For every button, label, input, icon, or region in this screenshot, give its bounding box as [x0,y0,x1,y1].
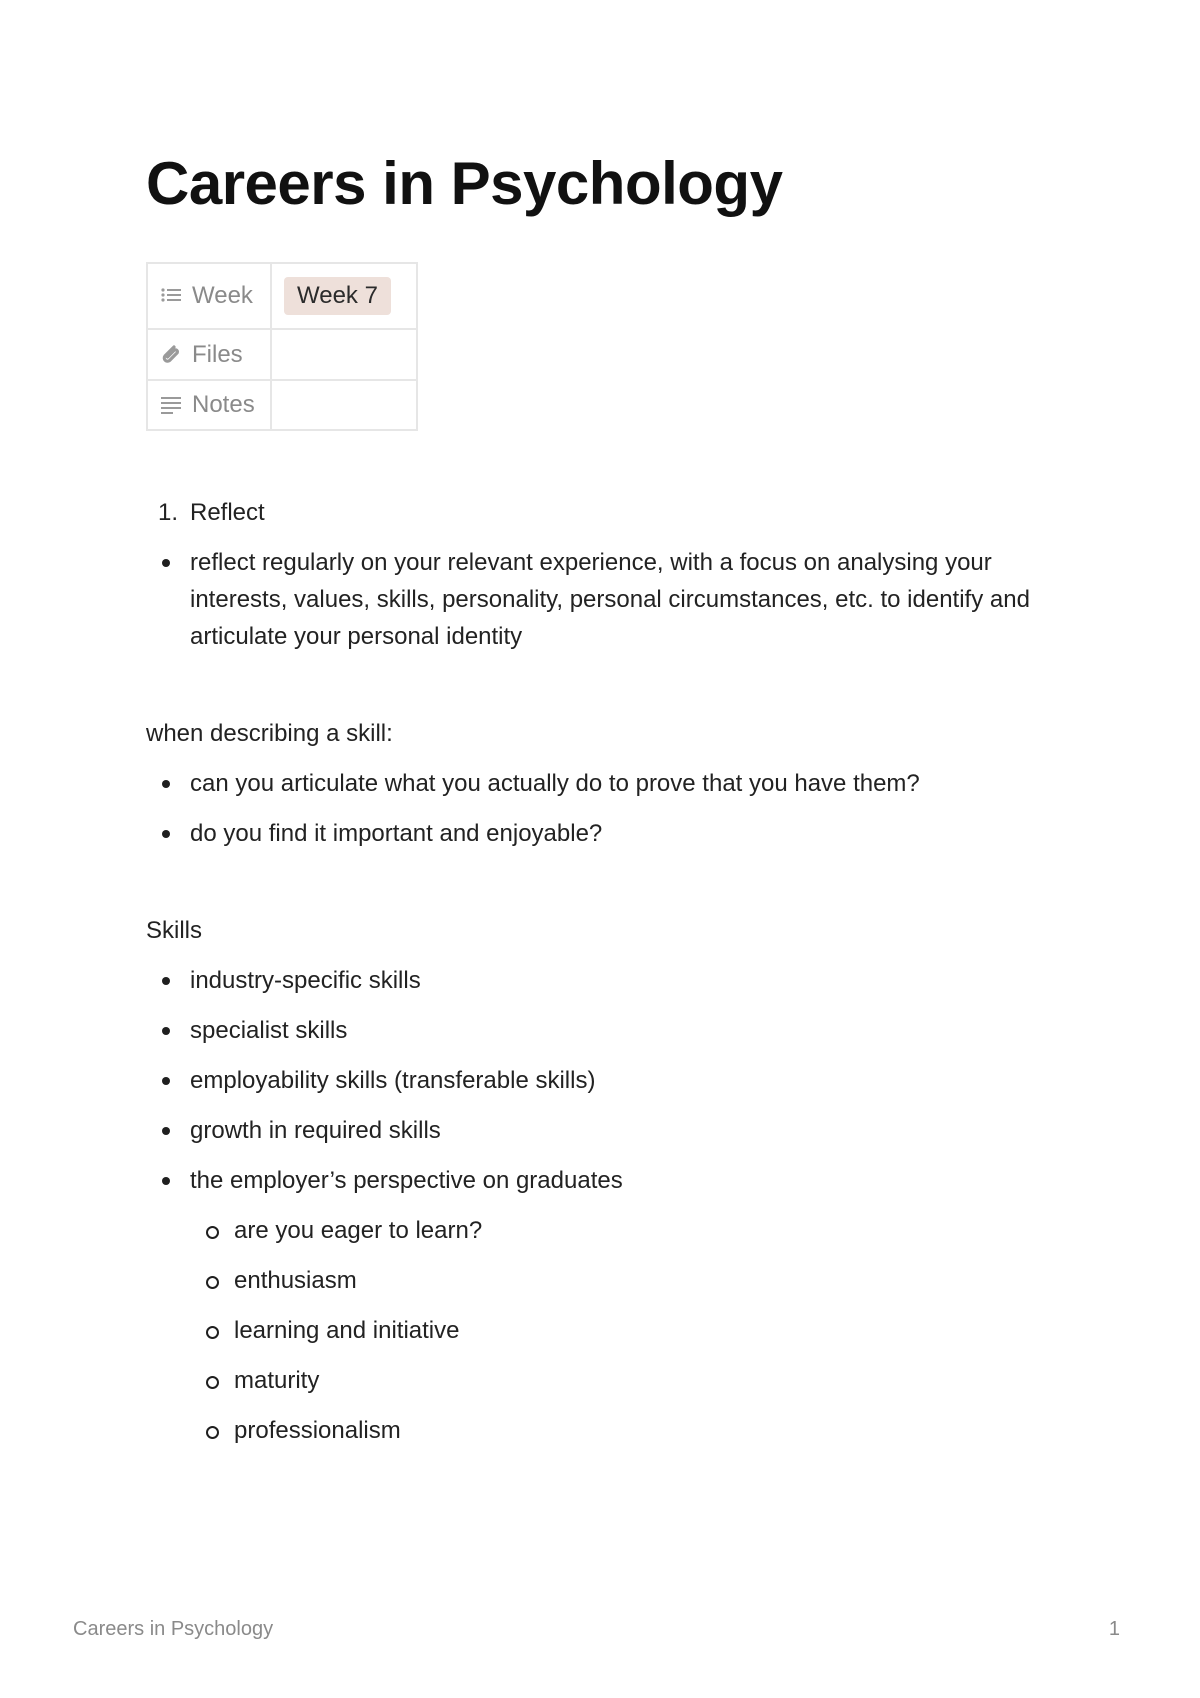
property-value-files[interactable] [271,329,417,380]
paragraph-skills-heading: Skills [146,917,203,944]
list-item-text: Reflect [190,499,265,526]
text-lines-icon [160,394,182,414]
bullet-item: reflect regularly on your relevant experience, with a focus on analysing your interests, values, skills, personality, personal circumstances, etc. to identify and articulate your personal identity [146,544,1066,655]
property-key-label: Notes [192,391,255,418]
paperclip-icon [160,344,182,364]
property-key-notes[interactable] [147,380,271,430]
properties-table [146,262,418,431]
footer-page-number: 1 [1108,1618,1120,1640]
list-number: 1. [158,499,179,526]
property-row-notes [147,380,417,430]
paragraph-skill-heading: when describing a skill: [146,720,393,747]
property-key-label: Week [192,282,253,309]
footer-title: Careers in Psychology [73,1618,274,1640]
sub-bullet-item: enthusiasm [146,1262,1066,1299]
property-row-files [147,329,417,380]
bullet-item: do you find it important and enjoyable? [146,815,1066,852]
bullet-item: employability skills (transferable skills) [146,1062,1066,1099]
property-key-week[interactable] [147,263,271,329]
bullet-item: the employer’s perspective on graduates [146,1162,1066,1199]
property-value-notes[interactable] [271,380,417,430]
property-row-week [147,263,417,329]
bullet-item: growth in required skills [146,1112,1066,1149]
page-content [146,494,1066,1449]
sub-bullet-item: are you eager to learn? [146,1212,1066,1249]
page-title: Careers in Psychology [146,150,783,217]
property-value-week[interactable] [271,263,417,329]
property-key-label: Files [192,340,243,368]
week-tag[interactable]: Week 7 [284,277,391,315]
sub-bullet-item: maturity [146,1362,1066,1399]
sub-bullet-item: learning and initiative [146,1312,1066,1349]
list-icon [160,285,182,305]
property-key-files[interactable] [147,329,271,380]
bullet-item: can you articulate what you actually do to prove that you have them? [146,765,1066,802]
sub-bullet-item: professionalism [146,1412,1066,1449]
bullet-item: specialist skills [146,1012,1066,1049]
numbered-list-item [146,494,1066,531]
bullet-item: industry-specific skills [146,962,1066,999]
